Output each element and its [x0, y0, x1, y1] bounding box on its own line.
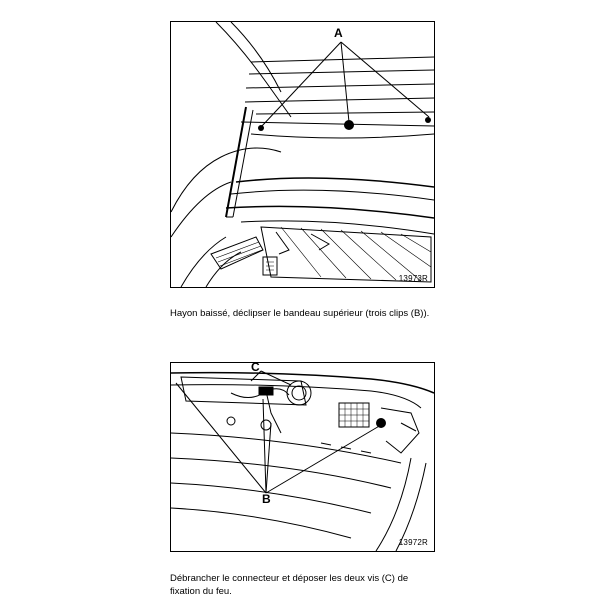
figure-light-removal — [170, 362, 435, 552]
figure-caption: Hayon baissé, déclipser le bandeau supérieur (trois clips (B)). — [170, 308, 430, 319]
figure-reference-number: 13973R — [398, 274, 428, 283]
callout-label: A — [334, 26, 343, 40]
figure-tailgate-upper-trim — [170, 21, 435, 288]
callout-label: B — [262, 492, 271, 506]
figure-reference-number: 13972R — [398, 538, 428, 547]
rear-light-illustration — [171, 363, 434, 551]
tailgate-trim-illustration — [171, 22, 434, 287]
figure-caption: Débrancher le connecteur et déposer les deux vis (C) de fixation du feu. — [170, 573, 409, 597]
callout-label: C — [251, 362, 260, 374]
